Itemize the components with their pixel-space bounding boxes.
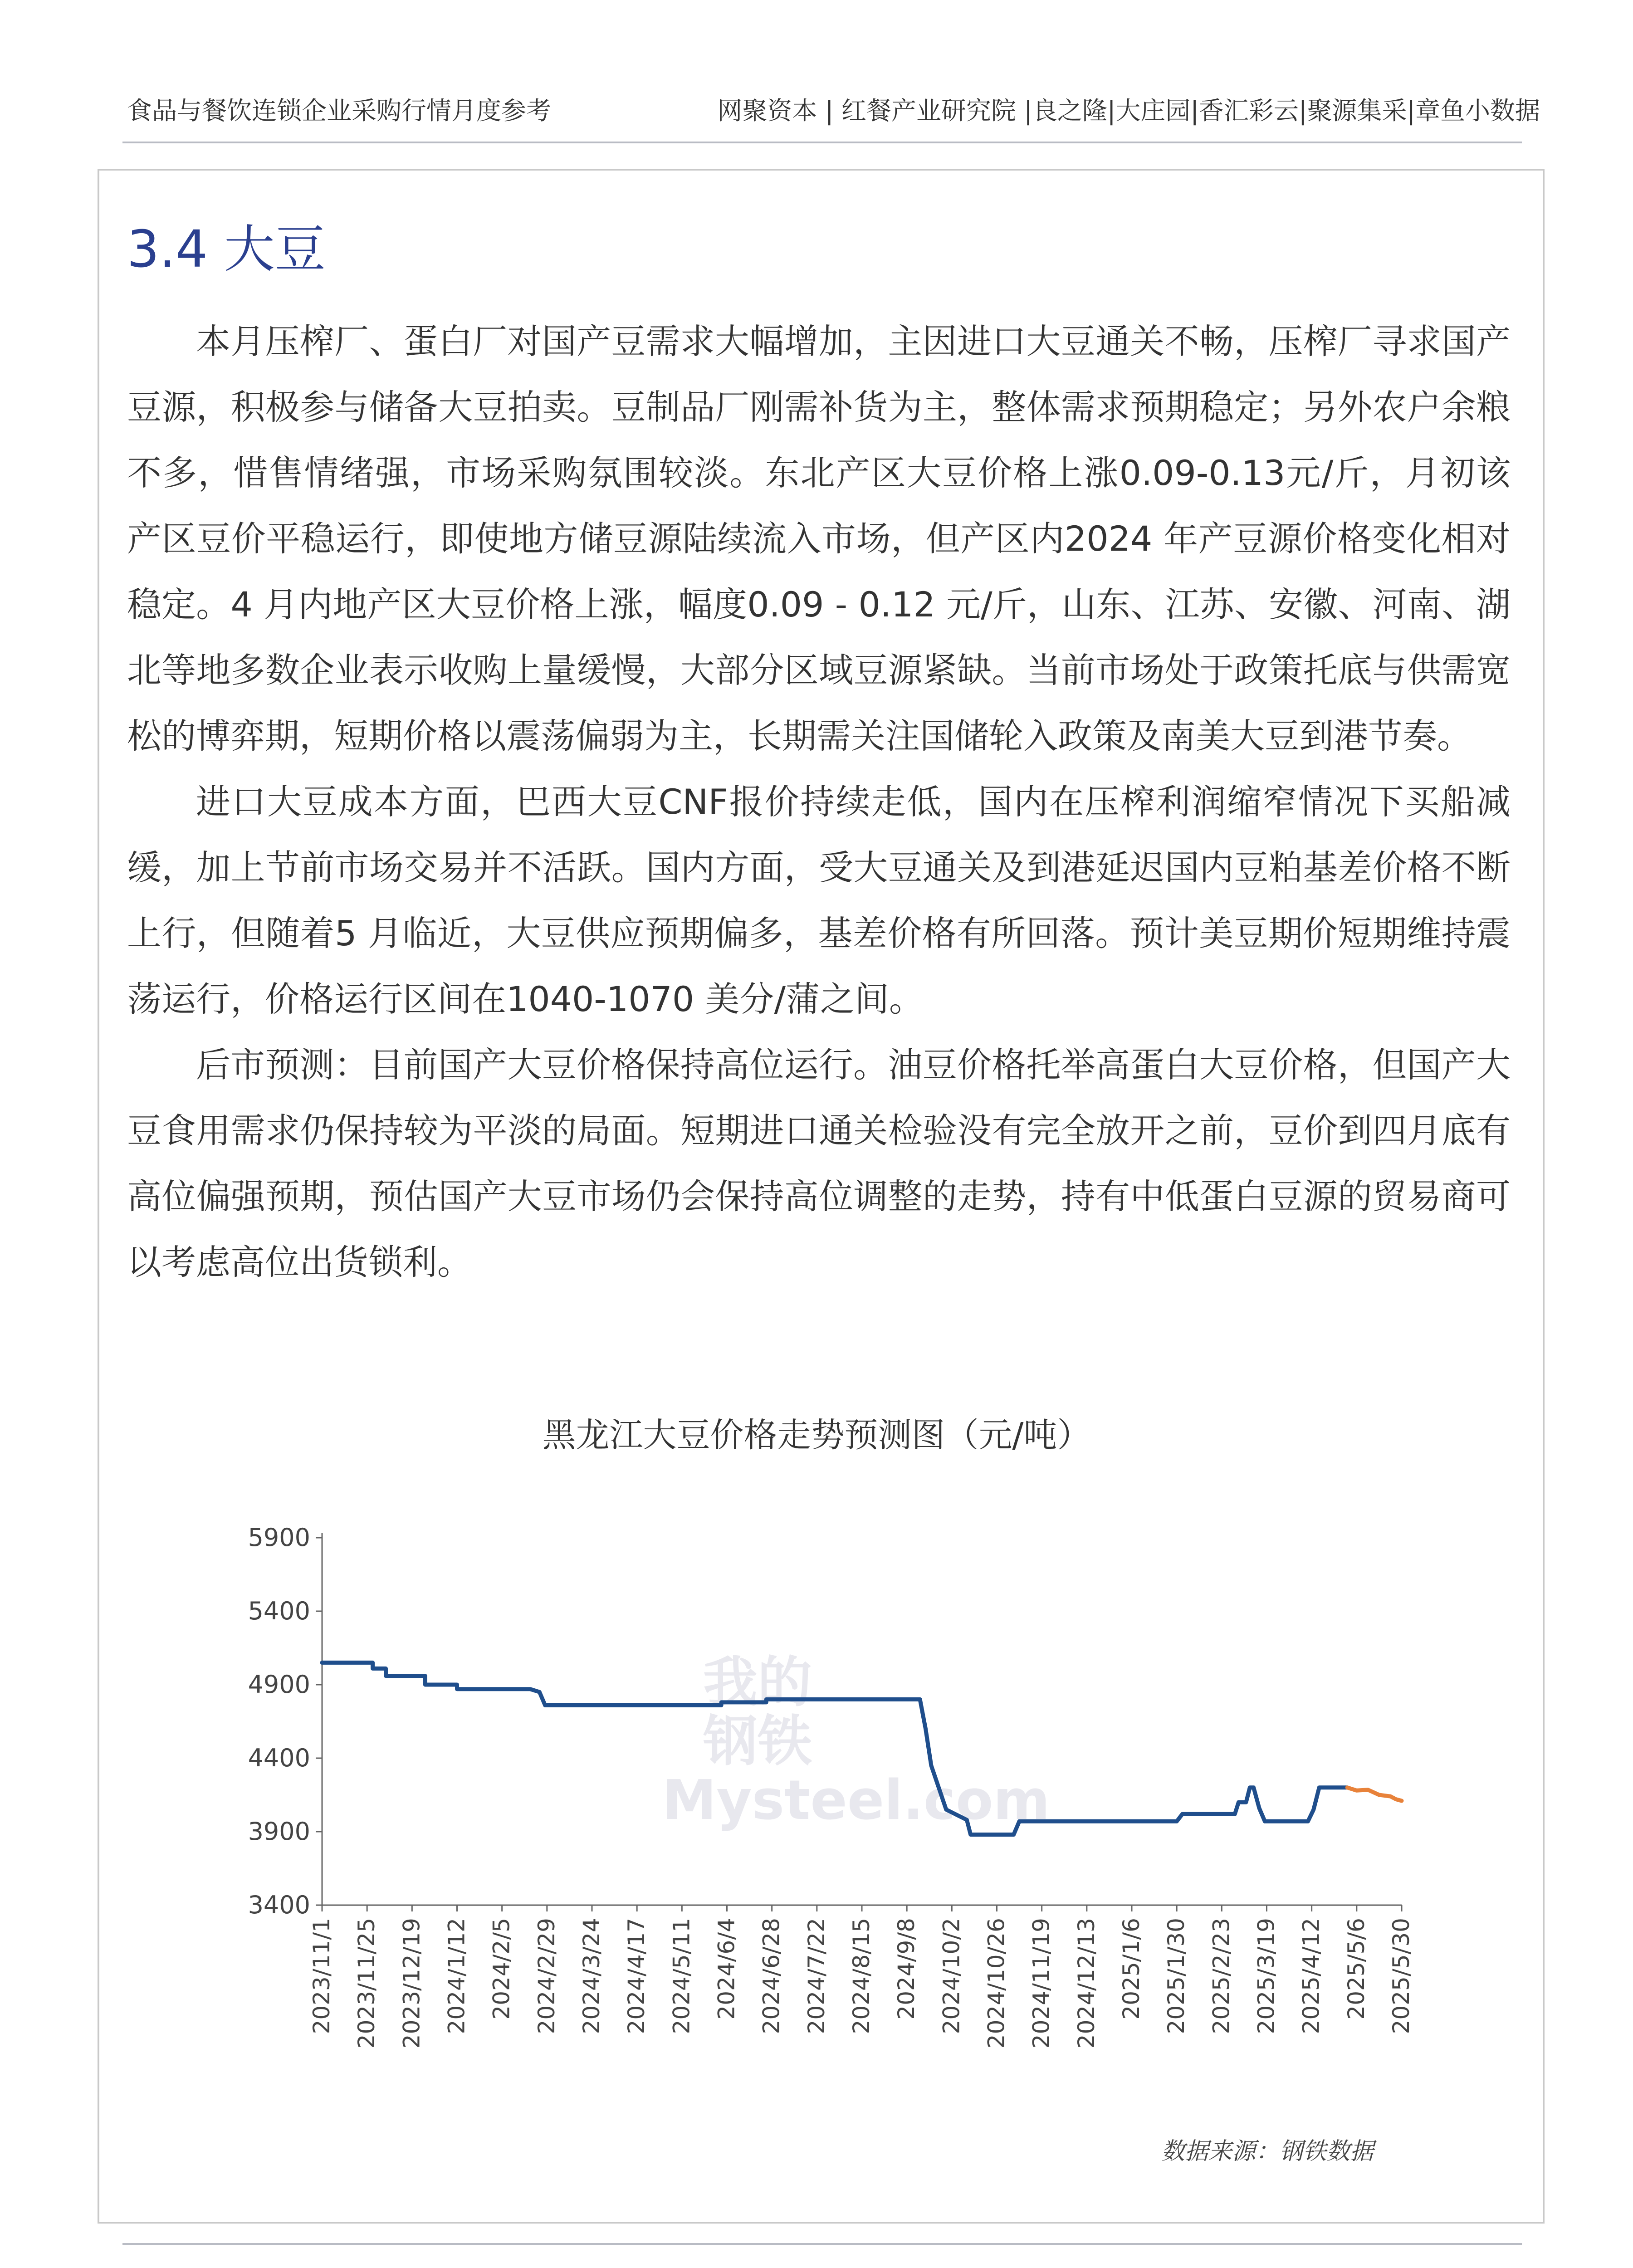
watermark-line-3: Mysteel.com bbox=[662, 1769, 1050, 1832]
header-publishers: 网聚资本 | 红餐产业研究院 |良之隆|大庄园|香汇彩云|聚源集采|章鱼小数据 bbox=[717, 96, 1540, 125]
y-axis-tick-labels bbox=[248, 1523, 310, 1919]
y-tick-label: 5900 bbox=[248, 1523, 310, 1552]
y-tick-label: 5400 bbox=[248, 1597, 310, 1625]
x-tick-label: 2024/6/28 bbox=[758, 1918, 785, 2034]
x-tick-label: 2024/8/15 bbox=[848, 1918, 875, 2034]
y-tick-label: 3400 bbox=[248, 1891, 310, 1919]
x-tick-label: 2024/2/29 bbox=[533, 1918, 560, 2034]
x-tick-label: 2024/5/11 bbox=[668, 1918, 695, 2034]
x-tick-label: 2025/1/30 bbox=[1163, 1918, 1190, 2034]
paragraph-import-cost: 进口大豆成本方面，巴西大豆CNF报价持续走低，国内在压榨利润缩窄情况下买船减缓，加上节前市场交易并不活跃。国内方面，受大豆通关及到港延迟国内豆粕基差价格不断上行，但随着5 月临近，大豆供应预期偏多，基差价格有所回落。预计美豆期价短期维持震荡运行，价格运行区间在1040-1070 美分/蒲之间。 bbox=[127, 782, 1511, 1019]
x-tick-label: 2024/12/13 bbox=[1073, 1918, 1100, 2049]
x-axis-tick-labels bbox=[308, 1918, 1414, 2048]
chart-axes bbox=[316, 1533, 1402, 1911]
x-tick-label: 2024/9/8 bbox=[893, 1918, 920, 2020]
y-tick-label: 3900 bbox=[248, 1817, 310, 1846]
x-tick-label: 2025/3/19 bbox=[1253, 1918, 1280, 2034]
x-tick-label: 2025/5/6 bbox=[1343, 1918, 1369, 2020]
x-tick-label: 2024/6/4 bbox=[713, 1918, 740, 2020]
header-report-title: 食品与餐饮连锁企业采购行情月度参考 bbox=[127, 96, 552, 125]
section-title: 3.4 大豆 bbox=[127, 220, 326, 279]
x-tick-label: 2025/5/30 bbox=[1388, 1918, 1414, 2034]
x-tick-label: 2024/10/2 bbox=[938, 1918, 965, 2034]
watermark bbox=[662, 1651, 1050, 1832]
x-tick-label: 2024/1/12 bbox=[443, 1918, 470, 2034]
body-text bbox=[127, 308, 1511, 1295]
x-tick-label: 2025/4/12 bbox=[1298, 1918, 1325, 2034]
page-header bbox=[0, 0, 1633, 150]
footer-divider bbox=[122, 2243, 1522, 2245]
x-tick-label: 2024/4/17 bbox=[623, 1918, 650, 2034]
x-tick-label: 2023/12/19 bbox=[398, 1918, 425, 2049]
x-tick-label: 2024/7/22 bbox=[803, 1918, 830, 2034]
watermark-line-2: 钢铁 bbox=[703, 1710, 812, 1773]
watermark-line-1: 我的 bbox=[703, 1651, 812, 1714]
chart-title: 黑龙江大豆价格走势预测图（元/吨） bbox=[542, 1416, 1091, 1455]
x-tick-label: 2024/10/26 bbox=[983, 1918, 1010, 2049]
x-tick-label: 2025/2/23 bbox=[1208, 1918, 1235, 2034]
paragraph-forecast: 后市预测：目前国产大豆价格保持高位运行。油豆价格托举高蛋白大豆价格，但国产大豆食用需求仍保持较为平淡的局面。短期进口通关检验没有完全放开之前，豆价到四月底有高位偏强预期，预估国产大豆市场仍会保持高位调整的走势，持有中低蛋白豆源的贸易商可以考虑高位出货锁利。 bbox=[127, 1045, 1511, 1282]
chart-source-note: 数据来源：钢铁数据 bbox=[1161, 2138, 1374, 2165]
y-tick-label: 4900 bbox=[248, 1670, 310, 1699]
x-tick-label: 2023/11/25 bbox=[353, 1918, 380, 2049]
paragraph-market: 本月压榨厂、蛋白厂对国产豆需求大幅增加，主因进口大豆通关不畅，压榨厂寻求国产豆源，积极参与储备大豆拍卖。豆制品厂刚需补货为主，整体需求预期稳定；另外农户余粮不多，惜售情绪强，市场采购氛围较淡。东北产区大豆价格上涨0.09-0.13元/斤，月初该产区豆价平稳运行，即使地方储豆源陆续流入市场，但产区内2024 年产豆源价格变化相对稳定。4 月内地产区大豆价格上涨，幅度0.09 - 0.12 元/斤，山东、江苏、安徽、河南、湖北等地多数企业表示收购上量缓慢，大部分区域豆源紧缺。当前市场处于政策托底与供需宽松的博弈期，短期价格以震荡偏弱为主，长期需关注国储轮入政策及南美大豆到港节奏。 bbox=[127, 321, 1511, 756]
y-tick-label: 4400 bbox=[248, 1744, 310, 1772]
x-tick-label: 2025/1/6 bbox=[1118, 1918, 1144, 2020]
x-tick-label: 2023/11/1 bbox=[308, 1918, 335, 2034]
x-tick-label: 2024/11/19 bbox=[1028, 1918, 1055, 2049]
header-divider bbox=[122, 142, 1522, 143]
series-line-forecast bbox=[1347, 1788, 1402, 1801]
x-tick-label: 2024/2/5 bbox=[488, 1918, 515, 2020]
price-line-chart bbox=[172, 1510, 1442, 2105]
x-tick-label: 2024/3/24 bbox=[578, 1918, 605, 2034]
